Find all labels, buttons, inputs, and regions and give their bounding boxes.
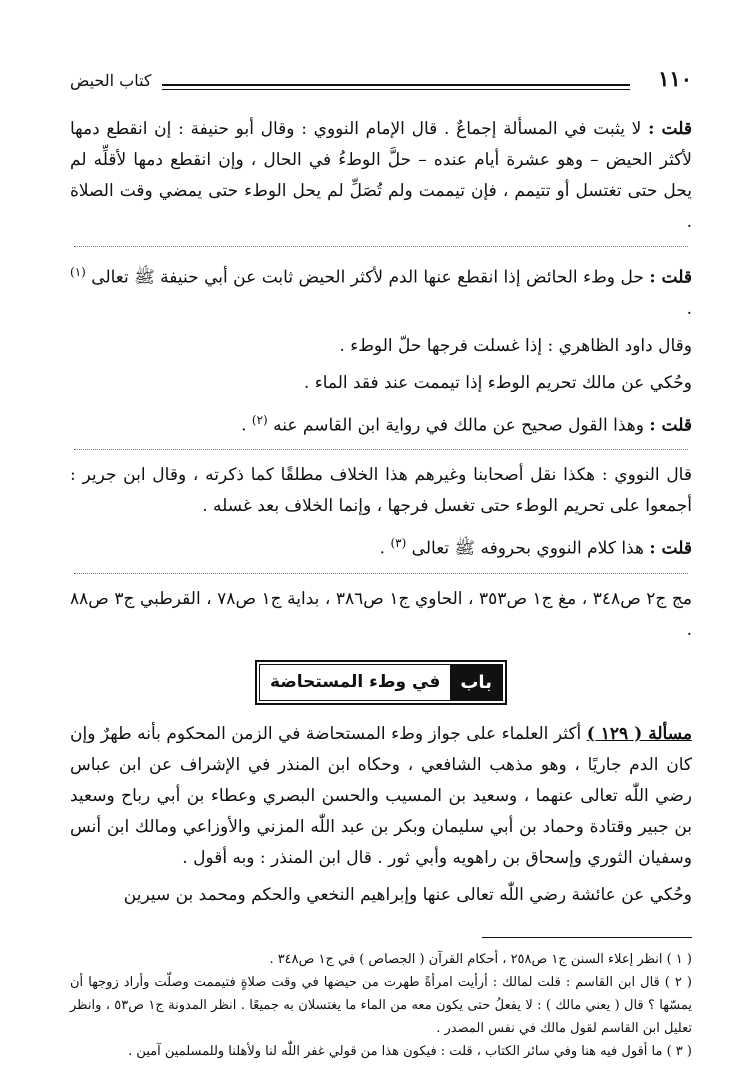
footnote-2: ( ٢ ) قال ابن القاسم : قلت لمالك : أرأيت امرأةً طهرت من حيضها في وقت صلاةٍ فتيممت وصلّت وأراد زوجها أن يمسّها ؟ قال ( يعني مالك ) : لا يفعلُ حتى يكون معه من الماء ما يغتسلان به جميعًا . انظر المدونة ج١ ص٥٣ ، وانظر تعليل ابن القاسم لقول مالك في نفس المصدر . xyxy=(70,974,692,1036)
paragraph-end: . xyxy=(686,298,692,319)
masala-paragraph xyxy=(70,719,692,874)
qultu-label: قلت : xyxy=(649,415,692,436)
footnote-separator xyxy=(482,937,692,938)
paragraph-text: قال النووي : هكذا نقل أصحابنا وغيرهم هذا الخلاف مطلقًا كما ذكرته ، وقال ابن جرير : أجمعوا على تحريم الوطء حتى تغسل فرجها ، وإنما الخلاف بعد غسله . xyxy=(70,465,692,517)
qultu-label: قلت : xyxy=(649,267,692,288)
paragraph-text: هذا كلام النووي بحروفه ﷺ تعالى xyxy=(411,538,644,559)
masala-label: مسألة ( ١٢٩ ) xyxy=(586,723,693,744)
paragraph-text: أكثر العلماء على جواز وطء المستحاضة في الزمن المحكوم بأنه طهرٌ وإن كان الدم جاريًا ، وهو مذهب الشافعي ، وحكاه ابن المنذر في الإشراف عن ابن عباس رضي اللّٰه تعالى عنهما ، وسعيد بن المسيب والحسن البصري وعطاء بن أبي رباح وسعيد بن جبير وقتادة وحماد بن أبي سليمان وبكر بن عبد اللّٰه المزني والأوزاعي ومالك ابن أنس وسفيان الثوري وإسحاق بن راهويه وأبي ثور . قال ابن المنذر : وبه أقول . xyxy=(70,723,692,868)
paragraph-divider xyxy=(74,246,688,247)
paragraph-text: وهذا القول صحيح عن مالك في رواية ابن القاسم عنه xyxy=(273,415,644,436)
footnote-3: ( ٣ ) ما أقول فيه هنا وفي سائر الكتاب ، قلت : فيكون هذا من قولي غفر اللّٰه لنا ولأهلنا وللمسلمين آمين . xyxy=(128,1043,692,1059)
page-header xyxy=(70,62,692,92)
footnote-ref: (٢) xyxy=(251,412,268,427)
paragraph xyxy=(70,257,692,325)
chapter-heading xyxy=(70,660,692,705)
header-rule xyxy=(162,84,630,90)
references xyxy=(70,584,692,646)
footnote-ref: (٣) xyxy=(390,536,407,551)
paragraph-text: وحُكي عن عائشة رضي اللّٰه تعالى عنها وإبراهيم النخعي والحكم ومحمد بن سيرين xyxy=(123,884,692,905)
paragraph-end: . xyxy=(379,538,386,559)
page-number: ١١٠ xyxy=(658,66,692,91)
footnote-1: ( ١ ) انظر إعلاء السنن ج١ ص٢٥٨ ، أحكام القرآن ( الجصاص ) في ج١ ص٣٤٨ . xyxy=(269,951,692,967)
qultu-label: قلت : xyxy=(648,119,693,139)
paragraph-text: حل وطء الحائض إذا انقطع عنها الدم لأكثر الحيض ثابت عن أبي حنيفة ﷺ تعالى xyxy=(91,267,644,288)
running-title: كتاب الحيض xyxy=(70,71,152,90)
paragraph xyxy=(70,114,692,238)
paragraph xyxy=(70,405,692,442)
qultu-label: قلت : xyxy=(649,538,692,559)
footnotes xyxy=(70,948,692,1063)
paragraph-text: وحُكي عن مالك تحريم الوطء إذا تيممت عند فقد الماء . xyxy=(303,372,692,393)
chapter-title: في وطء المستحاضة xyxy=(270,671,441,692)
references-text: مج ج٢ ص٣٤٨ ، مغ ج١ ص٣٥٣ ، الحاوي ج١ ص٣٨٦ ، بداية ج١ ص٧٨ ، القرطبي ج٣ ص٨٨ . xyxy=(70,588,692,640)
paragraph xyxy=(70,368,692,399)
paragraph-end: . xyxy=(241,415,247,436)
paragraph-text: لا يثبت في المسألة إجماعٌ . قال الإمام النووي : وقال أبو حنيفة : إن انقطع دمها لأكثر الحيض – وهو عشرة أيام عنده – حلَّ الوطءُ في الحال ، وإن انقطع دمها لأقلِّه لم يحل حتى تغتسل أو تتيمم ، فإن تيممت ولم تُصَلِّ لم يحل الوطء حتى يمضي وقت الصلاة . xyxy=(70,119,692,232)
footnote-ref: (١) xyxy=(70,265,86,279)
main-text xyxy=(70,114,692,911)
paragraph-text: وقال داود الظاهري : إذا غسلت فرجها حلّ الوطء . xyxy=(339,335,692,356)
paragraph xyxy=(70,460,692,522)
paragraph xyxy=(70,331,692,362)
chapter-box xyxy=(255,660,507,705)
chapter-word: باب xyxy=(450,665,502,700)
paragraph-divider xyxy=(74,449,688,450)
paragraph xyxy=(70,528,692,565)
paragraph-divider xyxy=(74,573,688,574)
paragraph xyxy=(70,880,692,911)
book-page xyxy=(70,62,692,1063)
